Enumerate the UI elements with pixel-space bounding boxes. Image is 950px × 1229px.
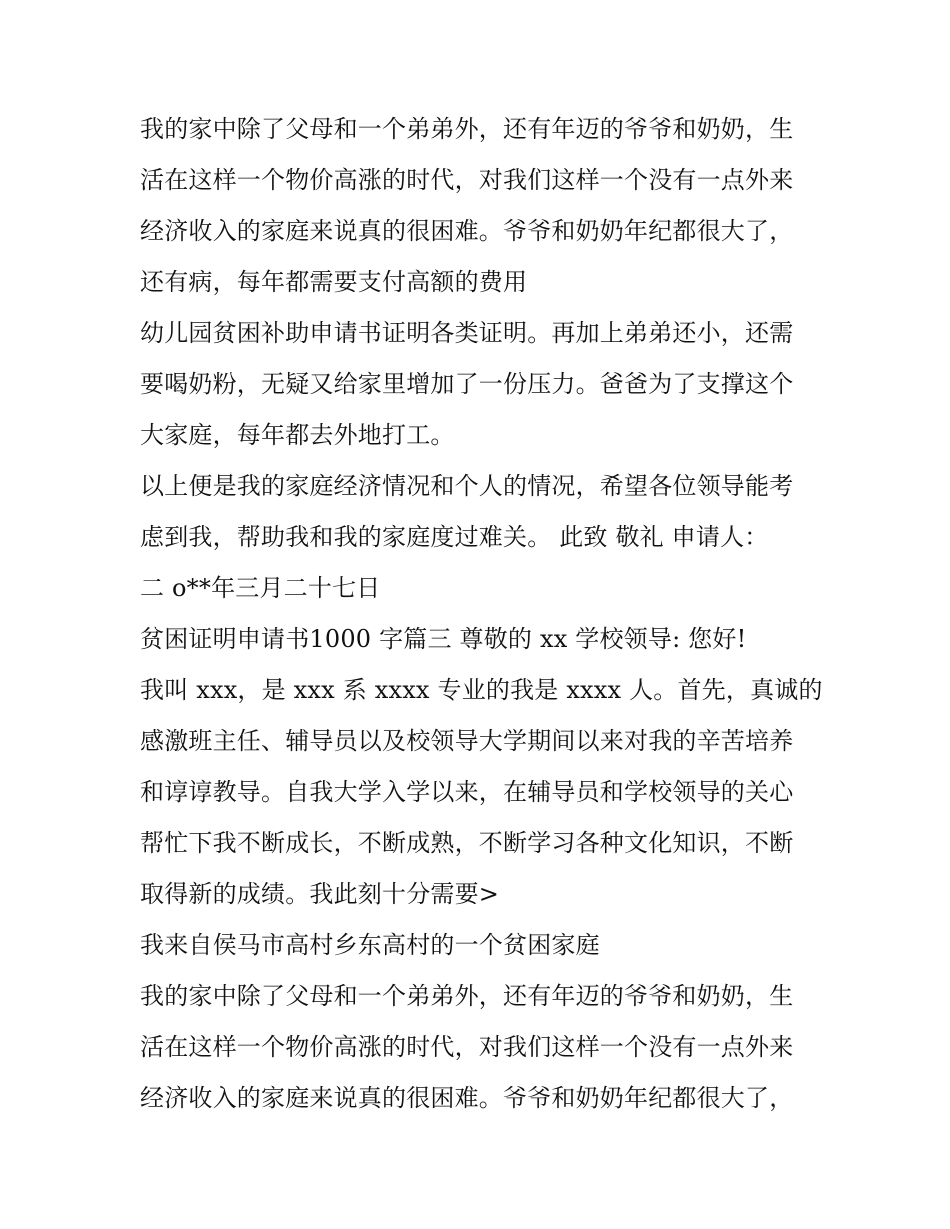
- text-line: 感激班主任、辅导员以及校领导大学期间以来对我的辛苦培养: [140, 726, 794, 755]
- text-line: 我的家中除了父母和一个弟弟外，还有年迈的爷爷和奶奶，生: [140, 981, 794, 1010]
- document-body: [140, 103, 840, 1123]
- text-line: 我叫 xxx，是 xxx 系 xxxx 专业的我是 xxxx 人。首先，真诚的: [140, 675, 823, 704]
- text-line: 活在这样一个物价高涨的时代，对我们这样一个没有一点外来: [140, 165, 794, 194]
- text-line: 经济收入的家庭来说真的很困难。爷爷和奶奶年纪都很大了，: [140, 1083, 794, 1112]
- text-line: 还有病，每年都需要支付高额的费用: [140, 267, 528, 296]
- text-line: 活在这样一个物价高涨的时代，对我们这样一个没有一点外来: [140, 1032, 794, 1061]
- text-line: 贫困证明申请书1000 字篇三 尊敬的 xx 学校领导: 您好!: [140, 624, 747, 653]
- text-line: 我来自侯马市高村乡东高村的一个贫困家庭: [140, 930, 600, 959]
- text-line: 虑到我，帮助我和我的家庭度过难关。 此致 敬礼 申请人：: [140, 522, 769, 551]
- text-line: 和谆谆教导。自我大学入学以来，在辅导员和学校领导的关心: [140, 777, 794, 806]
- text-line: 要喝奶粉，无疑又给家里增加了一份压力。爸爸为了支撑这个: [140, 369, 794, 398]
- text-line: 幼儿园贫困补助申请书证明各类证明。再加上弟弟还小，还需: [140, 318, 794, 347]
- text-line: 我的家中除了父母和一个弟弟外，还有年迈的爷爷和奶奶，生: [140, 114, 794, 143]
- text-line: 取得新的成绩。我此刻十分需要>: [140, 879, 500, 908]
- text-line: 以上便是我的家庭经济情况和个人的情况，希望各位领导能考: [140, 471, 794, 500]
- text-line: 大家庭，每年都去外地打工。: [140, 420, 455, 449]
- text-line: 经济收入的家庭来说真的很困难。爷爷和奶奶年纪都很大了，: [140, 216, 794, 245]
- text-line: 帮忙下我不断成长，不断成熟，不断学习各种文化知识，不断: [140, 828, 794, 857]
- text-line: 二 o**年三月二十七日: [140, 573, 381, 602]
